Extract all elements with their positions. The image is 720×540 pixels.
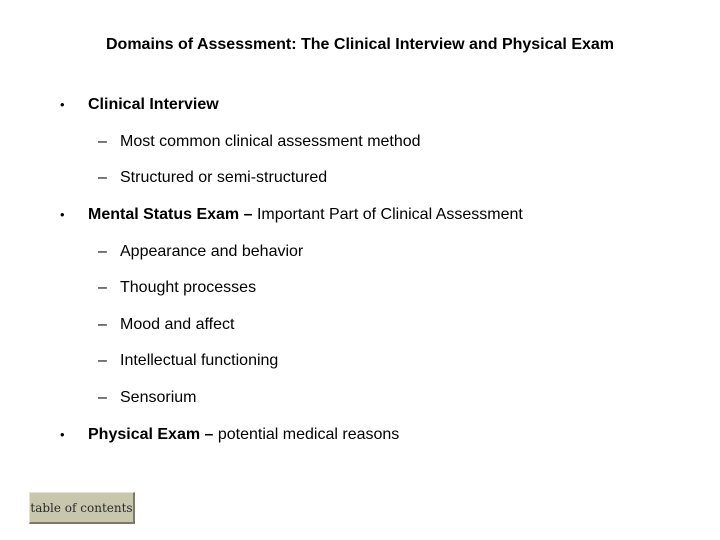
sub-bullet-text: Most common clinical assessment method	[120, 133, 421, 150]
sub-bullet	[0, 314, 720, 336]
sub-bullet-marker: –	[98, 243, 107, 260]
sub-bullet	[0, 241, 720, 263]
sub-bullet-marker: –	[98, 279, 107, 296]
bullet-mental-status-exam	[0, 204, 720, 226]
sub-bullet-marker: –	[98, 352, 107, 369]
sub-bullet-marker: –	[98, 133, 107, 150]
sub-bullet-text: Sensorium	[120, 389, 197, 406]
sub-bullet-text: Intellectual functioning	[120, 352, 279, 369]
sub-bullet	[0, 131, 720, 153]
bullet-marker: •	[60, 97, 65, 112]
sub-bullet	[0, 387, 720, 409]
bullet-rest-text: Important Part of Clinical Assessment	[252, 206, 523, 223]
bullet-text	[88, 424, 399, 446]
bullet-rest-text: potential medical reasons	[213, 426, 400, 443]
sub-bullet	[0, 350, 720, 372]
sub-bullet-text: Appearance and behavior	[120, 243, 304, 260]
sub-bullet-marker: –	[98, 389, 107, 406]
bullet-bold-text: Physical Exam –	[88, 426, 214, 443]
table-of-contents-button[interactable]: table of contents	[29, 492, 135, 524]
bullet-clinical-interview	[0, 94, 720, 116]
sub-bullet	[0, 167, 720, 189]
sub-bullet-marker: –	[98, 169, 107, 186]
bullet-bold-text: Clinical Interview	[88, 96, 219, 113]
sub-bullet-text: Mood and affect	[120, 316, 235, 333]
bullet-physical-exam	[0, 424, 720, 446]
sub-bullet-text: Structured or semi-structured	[120, 169, 328, 186]
bullet-marker: •	[60, 427, 65, 442]
bullet-marker: •	[60, 207, 65, 222]
sub-bullet-marker: –	[98, 316, 107, 333]
bullet-text	[88, 94, 219, 116]
bullet-text	[88, 204, 523, 226]
sub-bullet-text: Thought processes	[120, 279, 257, 296]
bullet-bold-text: Mental Status Exam –	[88, 206, 253, 223]
slide-title: Domains of Assessment: The Clinical Interview and Physical Exam	[105, 36, 615, 53]
sub-bullet	[0, 277, 720, 299]
